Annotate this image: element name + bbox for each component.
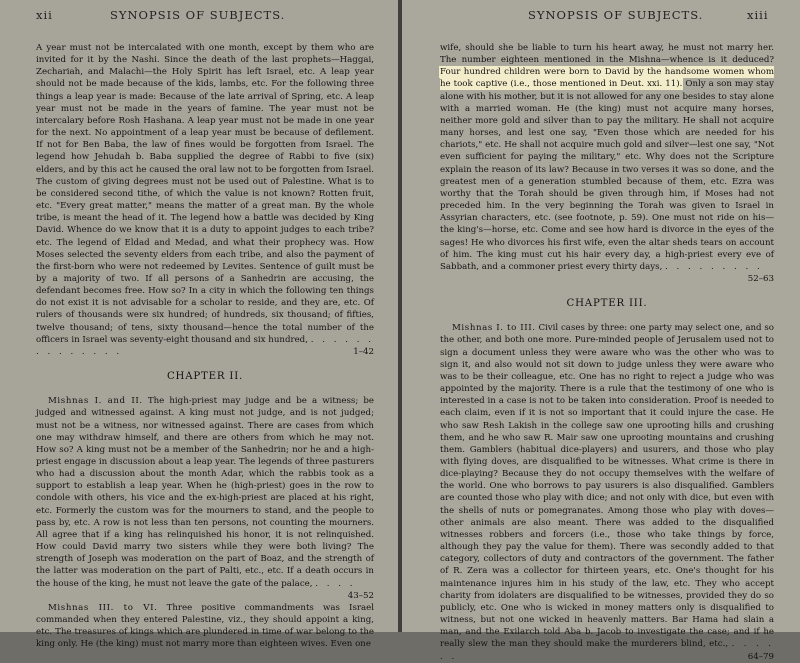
chapter3-heading: CHAPTER III. <box>566 298 648 310</box>
chapter2-text: The high-priest may judge and be a witness; be judged and witnessed against. A king must not judge, and is not judged; must not be a witness, nor witnessed against. There are cases from which one may withdraw himself, and there are others from which he may not. How so? A king must not be a member of the Sanhedrin; nor he and a high-priest engage in discussion about a leap year. The legends of three pasturers who had a discussion about the month Adar, which the rabbis took as a support to establish a leap year. When he (high-priest) goes in the row to condole with others, his vice and the ex-high-priest are placed at his right, etc. Formerly the custom was for the mourners to stand, and the people to pass by, etc. A row is not less than ten persons, not counting the mourners. All agree that if a king has relinquished his honor, it is not relinquished. How could David marry two sisters while they were both living? The strength of Joseph was moderation on the part of Boaz, and the strength of the latter was moderation on the part of Palti, etc., etc. If a death occurs in the house of the king, he must not leave the gate of the palace, <box>36 396 374 589</box>
chapter3-text: Civil cases by three: one party may select one, and so the other, and both one more. Pure-minded people of Jerusalem used not to sign a document unless they were aware who was the other who was to sign it, and also would not sit down to judge unless they were aware who was to be their colleague, etc. One has no right to reject a judge who was appointed by the majority. There is a rule that the testimony of one who is interested in a case is not to be taken into consideration. Proof is needed to each claim, even if it is not so important that it could injure the case. He who saw Resh Lakish in the college saw one uprooting hills and crushing them, and he who saw R. Mair saw one uprooting mountains and crushing them. Gamblers (habitual dice-players) and usurers, and those who play with flying doves, are disqualified to be witnesses. What crime is there in dice-playing? Because they do not occupy themselves with the welfare of the world. One who borrows to pay usurers is also disqualified. Gamblers are counted those who play with dice; and not only with dice, but even with the shells of nuts or pomegranates. Among those who play with doves—other animals are also meant. There was added to the disqualified witnesses robbers and forcers (i.e., those who take things by force, although they pay the value for them). There was secondly added to that category, collectors of duty and contractors of the government. The father of R. Zera was a collector for thirteen years, etc. One's thought for his maintenance injures him in his study of the law, etc. They who accept charity from idolaters are disqualified to be witnesses, provided they do so publicly, etc. One who is wicked in money matters only is disqualified to witness, but not one wicked in heavenly matters. Bar Hama had slain a man, and the Exilarch told Aba b. Jacob to investigate the case; and if he really slew the man they should make the murderers blind, etc., <box>440 323 774 650</box>
continuation-paragraph <box>440 42 775 284</box>
continuation-leader-dots: . . . . . . . . . <box>665 261 763 272</box>
chapter2-heading: CHAPTER II. <box>166 371 244 383</box>
left-text-block <box>36 42 374 651</box>
chapter1-leader-dots: . . . . . . . . . . . . . . <box>36 334 374 357</box>
right-text-block <box>440 42 774 663</box>
chapter2-leader-dots: . . . . <box>315 578 356 589</box>
right-page <box>402 0 800 662</box>
left-page-number: xii <box>36 8 53 22</box>
right-running-header: SYNOPSIS OF SUBJECTS. <box>528 8 704 22</box>
chapter2-paragraph <box>36 395 374 601</box>
highlighted-passage[interactable]: Four hundred children were born to David by the handsome women whom he took captive (i.e., those mentioned in Deut. xxi. 11). <box>440 67 774 90</box>
chapter2b-text: Three positive commandments was Israel commanded when they entered Palestine, viz., they should appoint a king, etc. The treasures of kings which are plundered in time of war belong to the king only. He (the king) must not marry more than eighteen wives. Even one <box>36 602 374 650</box>
left-running-header: SYNOPSIS OF SUBJECTS. <box>110 8 286 22</box>
chapter3-mishna-lead: Mishnas I. to III. <box>452 323 536 334</box>
left-page <box>0 0 398 650</box>
chapter2-mishna-lead: Mishnas I. and II. <box>48 396 143 407</box>
right-page-number: xiii <box>747 8 769 22</box>
continuation-page-range: 52–63 <box>747 273 774 284</box>
chapter3-page-range: 64–79 <box>747 651 774 662</box>
chapter2b-mishna-lead: Mishnas III. to VI. <box>48 602 158 613</box>
chapter1-page-range: 1–42 <box>353 346 374 357</box>
continuation-text-b: Only a son may stay alone with his mother, but it is not allowed for any one besides to stay alone with a married woman. He (the king) must not acquire many horses, neither more gold and silver than to pay the military. He shall not acquire many horses, and lest one say, "Even those which are needed for his chariots," etc. He shall not acquire much gold and silver—lest one say, "Not even sufficient for paying the military," etc. Why does not the Scripture explain the reason of its law? Because in two verses it was so done, and the greatest men of a generation stumbled because of them, etc. Ezra was worthy that the Torah should be given through him, if Moses had not preceded him. In the very beginning the Torah was given to Israel in Assyrian characters, etc. (see footnote, p. 59). One must not ride on his—the king's—horse, etc. Come and see how hard is divorce in the eyes of the sages! He who divorces his first wife, even the altar sheds tears on account of him. The king must cut his hair every day, a high-priest every eve of Sabbath, and a commoner priest every thirty days, <box>440 79 775 272</box>
chapter2b-paragraph <box>36 602 374 651</box>
chapter2-page-range: 43–52 <box>347 590 374 601</box>
chapter3-paragraph <box>440 322 774 662</box>
chapter3-leader-dots: . . . . . . <box>440 639 774 662</box>
chapter1-text: A year must not be intercalated with one month, except by them who are invited for it by the Nashi. Since the death of the last prophets—Haggai, Zechariah, and Malachi—the Holy Spirit has left Israel, etc. A leap year should not be made because of the kids, lambs, etc. For the following three things a leap year is made: Because of the late arrival of Spring, etc. A leap year must not be made in the years of famine. The year must not be intercalary before Rosh Hashana. A leap year must not be made in one year for the next. No appointment of a leap year must be because of defilement. If not for Ben Baba, the law of fines would be forgotten from Israel. The legend how Jehudah b. Baba supplied the degree of Rabbi to five (six) elders, and by this act he caused the oral law not to be forgotten from Israel. The custom of giving degrees must not be used out of Palestine. What is to be considered second tithe, of which the value is not known? Rotten fruit, etc. "Every great matter," means the matter of a great man. By the whole tribe, is meant the head of it. The legend how a battle was decided by King David. Whence do we know that it is a duty to appoint judges to each tribe? etc. The legend of Eldad and Medad, and what their prophecy was. How Moses selected the seventy elders from each tribe, and also the payment of the first-born who were not redeemed by Levites. Sentence of guilt must be by a majority of two. If all persons of a Sanhedrin are accusing, the defendant becomes free. How so? In a city in which the following ten things do not exist it is not advisable for a scholar to reside, and they are, etc. Of rulers of thousands were six hundred; of hundreds, six thousand; of fifties, twelve thousand; of tens, sixty thousand—hence the total number of the officers in Israel was seventy-eight thousand and six hundred, <box>36 43 374 345</box>
continuation-text-a: wife, should she be liable to turn his heart away, he must not marry her. The number eighteen mentioned in the Mishna—whence is it deduced? <box>440 43 774 66</box>
chapter1-paragraph <box>36 42 374 358</box>
